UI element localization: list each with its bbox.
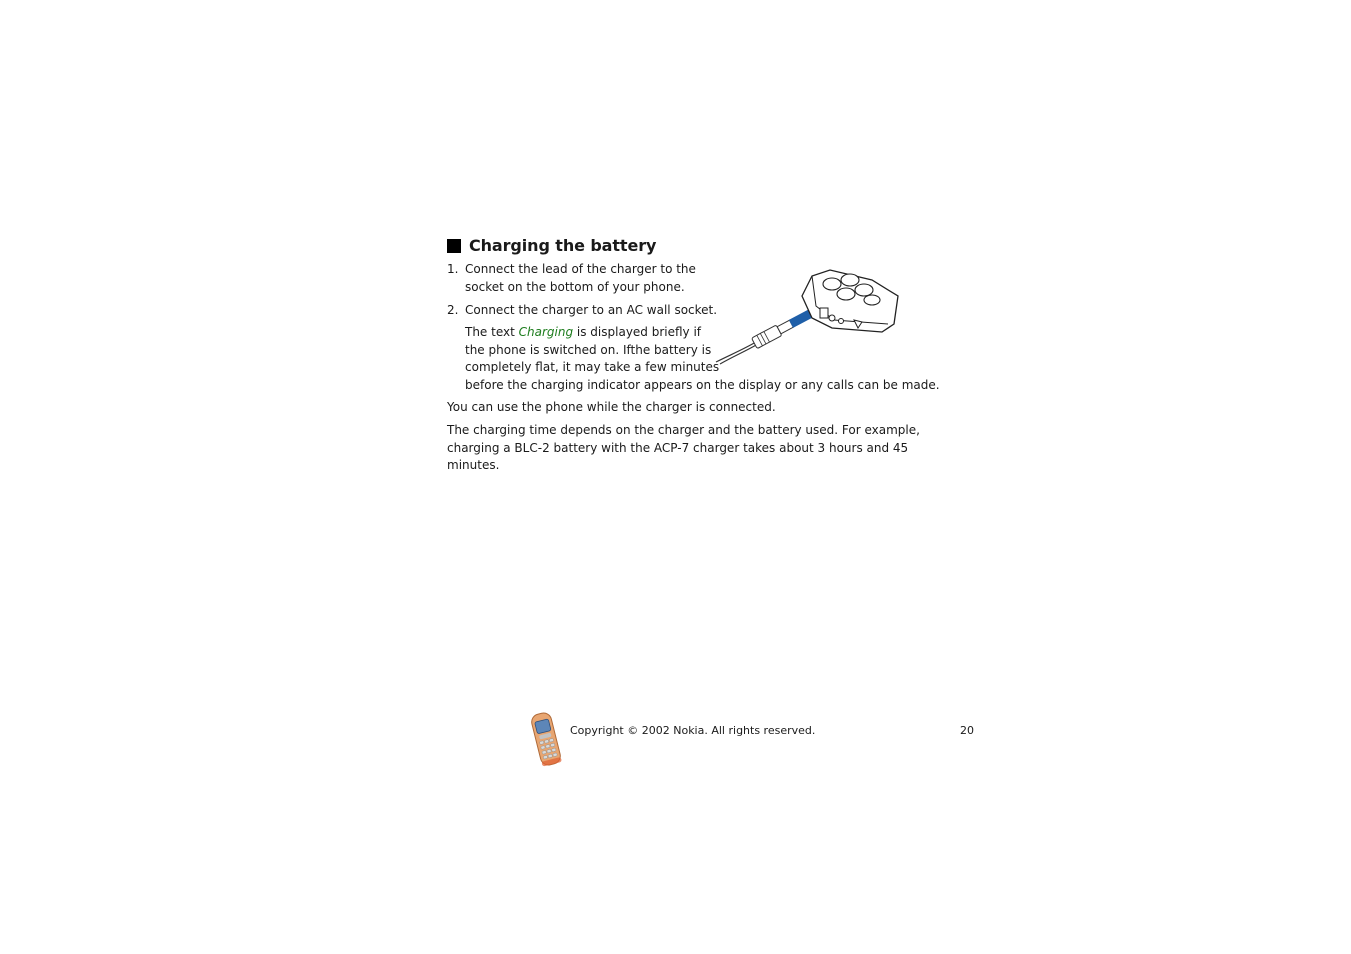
charging-time-paragraph — [447, 422, 920, 475]
section-heading — [447, 236, 656, 255]
usage-paragraph: You can use the phone while the charger is connected. — [447, 400, 776, 414]
heading-bullet-icon — [447, 239, 461, 253]
charging-status-text: Charging — [518, 325, 574, 339]
note-line-4: before the charging indicator appears on the display or any calls can be made. — [465, 377, 940, 392]
charging-time-line-3: minutes. — [447, 458, 500, 473]
note-line-2: the phone is switched on. Ifthe battery is — [465, 342, 712, 357]
step-2-text: Connect the charger to an AC wall socket. — [465, 303, 718, 317]
step-number: 1. — [447, 262, 459, 276]
section-title: Charging the battery — [469, 236, 657, 255]
copyright-notice: Copyright © 2002 Nokia. All rights reserved. — [570, 724, 816, 737]
nokia-phone-icon — [526, 710, 566, 768]
step-1-text — [465, 261, 696, 296]
charging-time-line-1: The charging time depends on the charger and the battery used. For example, — [447, 423, 920, 437]
note-prefix: The text — [465, 325, 519, 339]
note-line-3: completely flat, it may take a few minutes — [465, 360, 720, 375]
step-1-line-2: socket on the bottom of your phone. — [465, 279, 685, 294]
step-number: 2. — [447, 303, 459, 317]
note-suffix: is displayed briefly if — [573, 325, 702, 339]
page-number: 20 — [960, 724, 974, 737]
charger-illustration — [712, 266, 902, 366]
step-1-line-1: Connect the lead of the charger to the — [465, 262, 696, 276]
charging-time-line-2: charging a BLC-2 battery with the ACP-7 charger takes about 3 hours and 45 — [447, 440, 909, 455]
